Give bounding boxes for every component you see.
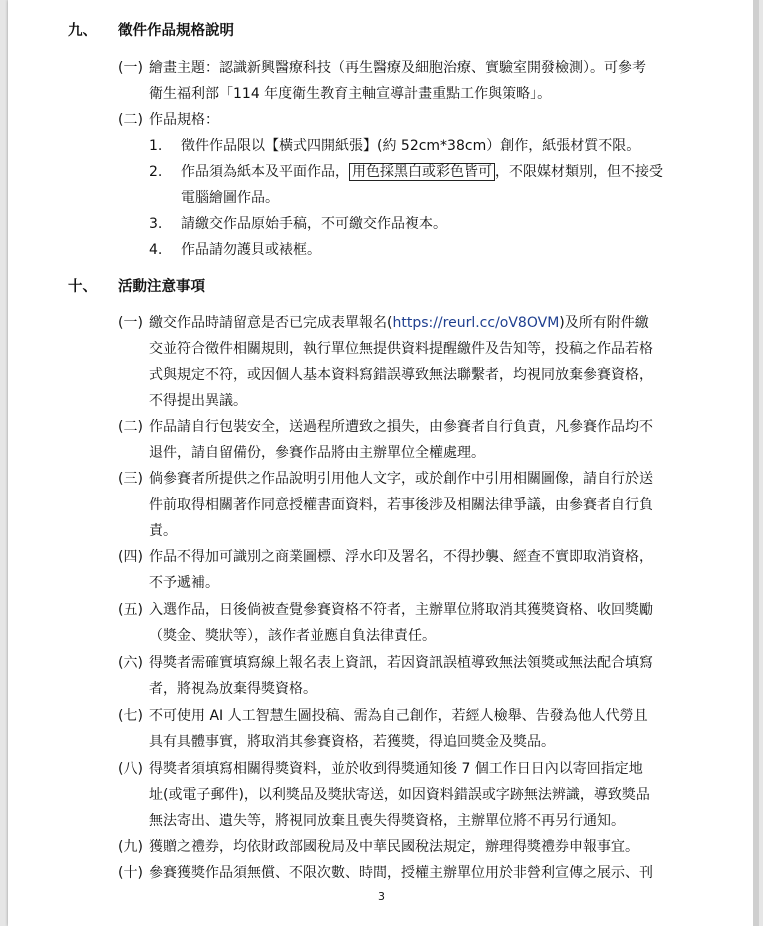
item-text: （獎金、獎狀等），該作者並應自負法律責任。	[149, 628, 436, 644]
sub-item-text	[181, 162, 663, 182]
item-label: (四)	[118, 549, 143, 565]
item-text: 不可使用 AI 人工智慧生圖投稿、需為自己創作，若經人檢舉、告發為他人代勞且	[149, 708, 648, 724]
item-label: (一)	[118, 60, 143, 76]
item-label: (九)	[118, 839, 143, 855]
item-text: 式與規定不符，或因個人基本資料寫錯誤導致無法聯繫者，均視同放棄參賽資格，	[149, 367, 653, 383]
sub-item-text: 作品請勿護貝或裱框。	[181, 242, 321, 258]
sub-item-number: 3.	[149, 216, 163, 232]
sub-item-number: 2.	[149, 164, 163, 180]
sub-item-number: 1.	[149, 138, 163, 154]
sub-item-text: 請繳交作品原始手稿，不可繳交作品複本。	[181, 216, 447, 232]
item-text: 無法寄出、遺失等，將視同放棄且喪失得獎資格，主辦單位將不再另行通知。	[149, 813, 625, 829]
registration-link[interactable]: https://reurl.cc/oV8OVM	[392, 315, 560, 331]
item-text: 得獎者需確實填寫線上報名表上資訊，若因資訊誤植導致無法領獎或無法配合填寫	[149, 655, 653, 671]
item-label: (五)	[118, 602, 143, 618]
sub-item-text-post: ，不限媒材類別，但不接受	[495, 164, 663, 180]
item-text: 不得提出異議。	[149, 393, 247, 409]
item-text: 不予遞補。	[149, 575, 219, 591]
item-text: 責。	[149, 523, 177, 539]
section-9-number: 九、	[68, 23, 97, 39]
sub-item-text: 電腦繪圖作品。	[181, 190, 279, 206]
section-10-title: 活動注意事項	[118, 279, 205, 295]
section-10-number: 十、	[68, 279, 97, 295]
section-9-title: 徵件作品規格說明	[118, 23, 234, 39]
item-label: (三)	[118, 471, 143, 487]
sub-item-text: 徵件作品限以【橫式四開紙張】(約 52cm*38cm）創作，紙張材質不限。	[181, 138, 641, 154]
item-text: 繪畫主題：認識新興醫療科技（再生醫療及細胞治療、實驗室開發檢測）。可參考	[149, 60, 646, 76]
page-shadow	[753, 0, 759, 926]
item-text	[149, 313, 649, 333]
item-text: 件前取得相關著作同意授權書面資料，若事後涉及相關法律爭議，由參賽者自行負	[149, 497, 653, 513]
item-label: (二)	[118, 419, 143, 435]
item-label: (七)	[118, 708, 143, 724]
item-text: 入選作品，日後倘被查覺參賽資格不符者，主辦單位將取消其獲獎資格、收回獎勵	[149, 602, 653, 618]
item-text: 退件，請自留備份，參賽作品將由主辦單位全權處理。	[149, 445, 485, 461]
item-label: (二)	[118, 112, 143, 128]
item-text-pre: 繳交作品時請留意是否已完成表單報名(	[149, 315, 393, 331]
item-text: 址(或電子郵件)，以利獎品及獎狀寄送，如因資料錯誤或字跡無法辨識，導致獎品	[149, 787, 650, 803]
item-text: 倘參賽者所提供之作品說明引用他人文字，或於創作中引用相關圖像，請自行於送	[149, 471, 653, 487]
boxed-note: 用色採黑白或彩色皆可	[349, 163, 495, 181]
sub-item-number: 4.	[149, 242, 163, 258]
item-label: (八)	[118, 761, 143, 777]
item-text: 交並符合徵件相關規則，執行單位無提供資料提醒繳件及告知等，投稿之作品若格	[149, 341, 653, 357]
item-text: 得獎者須填寫相關得獎資料，並於收到得獎通知後 7 個工作日日內以寄回指定地	[149, 761, 643, 777]
item-label: (六)	[118, 655, 143, 671]
item-text: 者，將視為放棄得獎資格。	[149, 681, 317, 697]
item-text: 衛生福利部「114 年度衛生教育主軸宣導計畫重點工作與策略」。	[149, 86, 552, 102]
sub-item-text-pre: 作品須為紙本及平面作品，	[181, 164, 349, 180]
item-text: 獲贈之禮券，均依財政部國稅局及中華民國稅法規定，辦理得獎禮券申報事宜。	[149, 839, 639, 855]
item-text: 參賽獲獎作品須無償、不限次數、時間，授權主辦單位用於非營利宣傳之展示、刊	[149, 865, 653, 881]
item-label: (一)	[118, 315, 143, 331]
item-text-post: )及所有附件繳	[559, 315, 649, 331]
item-text: 作品請自行包裝安全，送過程所遭致之損失，由參賽者自行負責，凡參賽作品均不	[149, 419, 653, 435]
item-text: 具有具體事實，將取消其參賽資格，若獲獎，得追回獎金及獎品。	[149, 734, 555, 750]
page-number: 3	[378, 890, 385, 903]
item-text: 作品規格：	[149, 112, 219, 128]
item-label: (十)	[118, 865, 143, 881]
item-text: 作品不得加可識別之商業圖標、浮水印及署名，不得抄襲、經查不實即取消資格，	[149, 549, 653, 565]
